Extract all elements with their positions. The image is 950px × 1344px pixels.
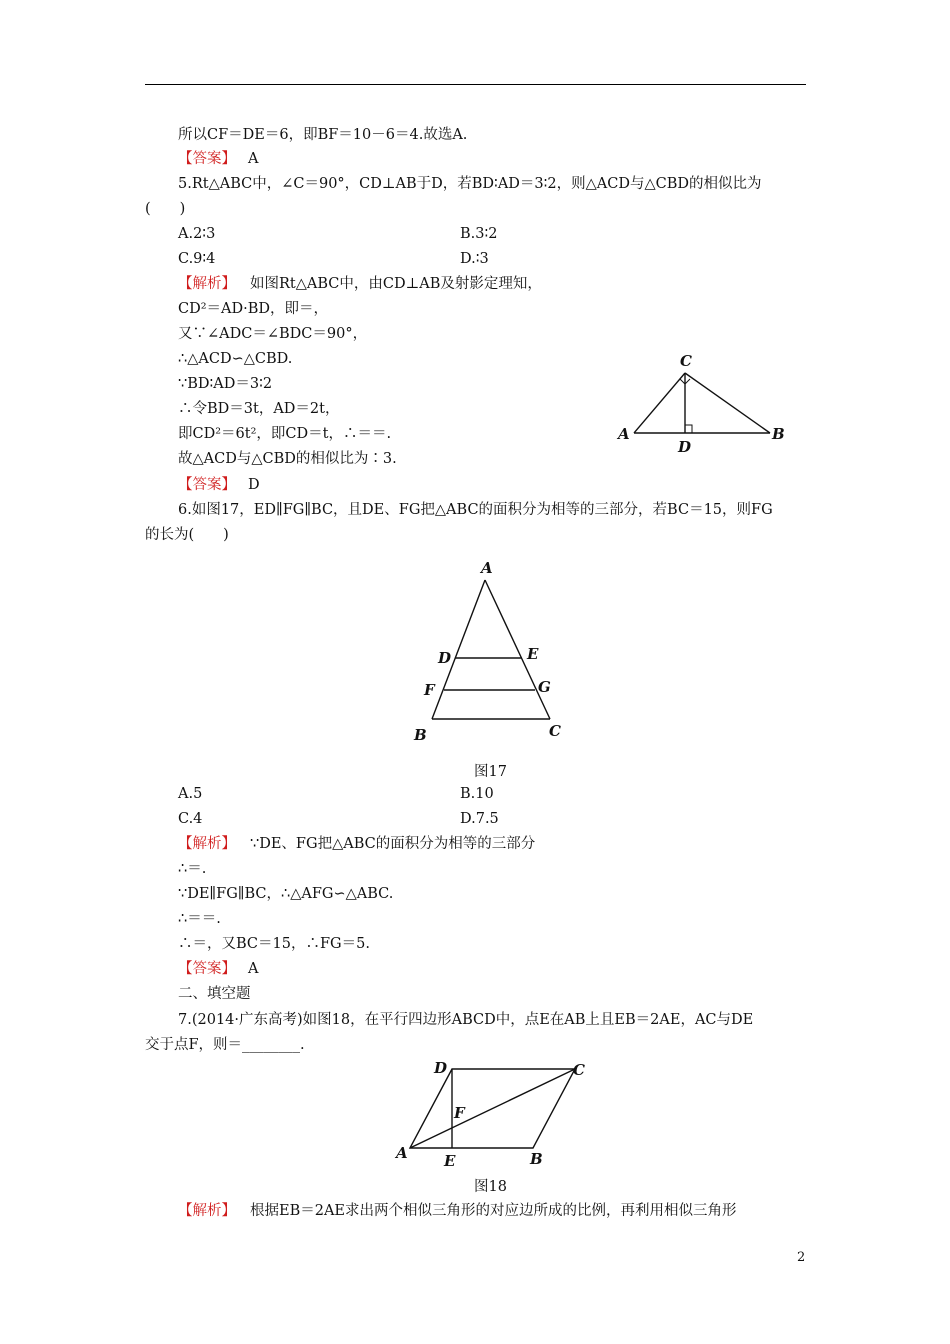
page-number: 2 [797,1250,806,1265]
question-7-cont: 交于点F，则＝________. [145,1037,305,1053]
solution-step: 故△ACD与△CBD的相似比为∶3. [178,451,397,467]
solution-step: ∴＝，又BC＝15，∴FG＝5. [178,936,370,952]
analysis-line [178,835,535,853]
label-b: B [530,1150,543,1168]
label-d: D [438,649,452,667]
solution-step: ∴＝. [178,861,207,877]
answer-value: A [248,151,259,167]
figure-17-caption: 图17 [474,764,507,780]
analysis-tag: 【解析】 [178,836,236,852]
analysis-text: 如图Rt△ABC中，由CD⊥AB及射影定理知， [250,276,542,292]
solution-step: ∵BD∶AD＝3∶2 [178,376,273,392]
figure-17 [405,555,575,750]
option-d: D.∶3 [460,251,489,267]
label-e: E [444,1152,456,1170]
answer-tag: 【答案】 [178,151,236,167]
label-a: A [481,559,493,577]
label-d: D [434,1059,448,1077]
label-b: B [414,726,427,744]
figure-18-caption: 图18 [474,1179,507,1195]
label-a: A [618,425,630,443]
option-d: D.7.5 [460,811,499,827]
option-c: C.4 [178,811,203,827]
label-d: D [678,438,692,456]
question-6: 6.如图17，ED∥FG∥BC，且DE、FG把△ABC的面积分为相等的三部分，若BC＝15，则FG [178,502,773,518]
option-c: C.9∶4 [178,251,216,267]
label-f: F [424,681,435,699]
analysis-line [178,1202,737,1220]
text-line: 所以CF＝DE＝6，即BF＝10－6＝4.故选A. [178,127,468,143]
label-a: A [396,1144,408,1162]
option-b: B.3∶2 [460,226,498,242]
answer-value: D [248,477,260,493]
answer-line [178,476,260,494]
answer-value: A [248,961,259,977]
analysis-line [178,275,542,293]
analysis-tag: 【解析】 [178,1203,236,1219]
solution-step: 又∵∠ADC＝∠BDC＝90°， [178,326,368,342]
right-triangle-figure [612,348,792,458]
solution-step: CD²＝AD·BD，即＝， [178,301,329,317]
answer-tag: 【答案】 [178,961,236,977]
solution-step: ∴令BD＝3t，AD＝2t， [178,401,340,417]
label-b: B [772,425,785,443]
question-6-cont: 的长为( ) [145,527,229,543]
label-f: F [454,1104,465,1122]
answer-tag: 【答案】 [178,477,236,493]
label-c: C [549,722,561,740]
solution-step: ∴△ACD∽△CBD. [178,351,293,367]
label-c: C [573,1061,585,1079]
section-heading: 二、填空题 [178,986,251,1002]
figure-18 [390,1055,600,1175]
label-c: C [680,352,692,370]
question-5: 5.Rt△ABC中，∠C＝90°，CD⊥AB于D，若BD∶AD＝3∶2，则△ACD与△CBD的相似比为 [178,176,762,192]
answer-line [178,150,258,168]
option-a: A.2∶3 [178,226,216,242]
option-a: A.5 [178,786,203,802]
option-b: B.10 [460,786,494,802]
analysis-text: ∵DE、FG把△ABC的面积分为相等的三部分 [250,836,536,852]
solution-step: 即CD²＝6t²，即CD＝t，∴＝＝. [178,426,392,442]
answer-line [178,960,258,978]
header-rule [145,84,806,85]
label-g: G [538,678,551,696]
solution-step: ∵DE∥FG∥BC，∴△AFG∽△ABC. [178,886,394,902]
analysis-tag: 【解析】 [178,276,236,292]
label-e: E [527,645,539,663]
question-7: 7.(2014·广东高考)如图18，在平行四边形ABCD中，点E在AB上且EB＝2AE，AC与DE [178,1012,754,1028]
solution-step: ∴＝＝. [178,911,221,927]
question-5-paren: ( ) [145,201,186,217]
analysis-text: 根据EB＝2AE求出两个相似三角形的对应边所成的比例，再利用相似三角形 [250,1203,737,1219]
